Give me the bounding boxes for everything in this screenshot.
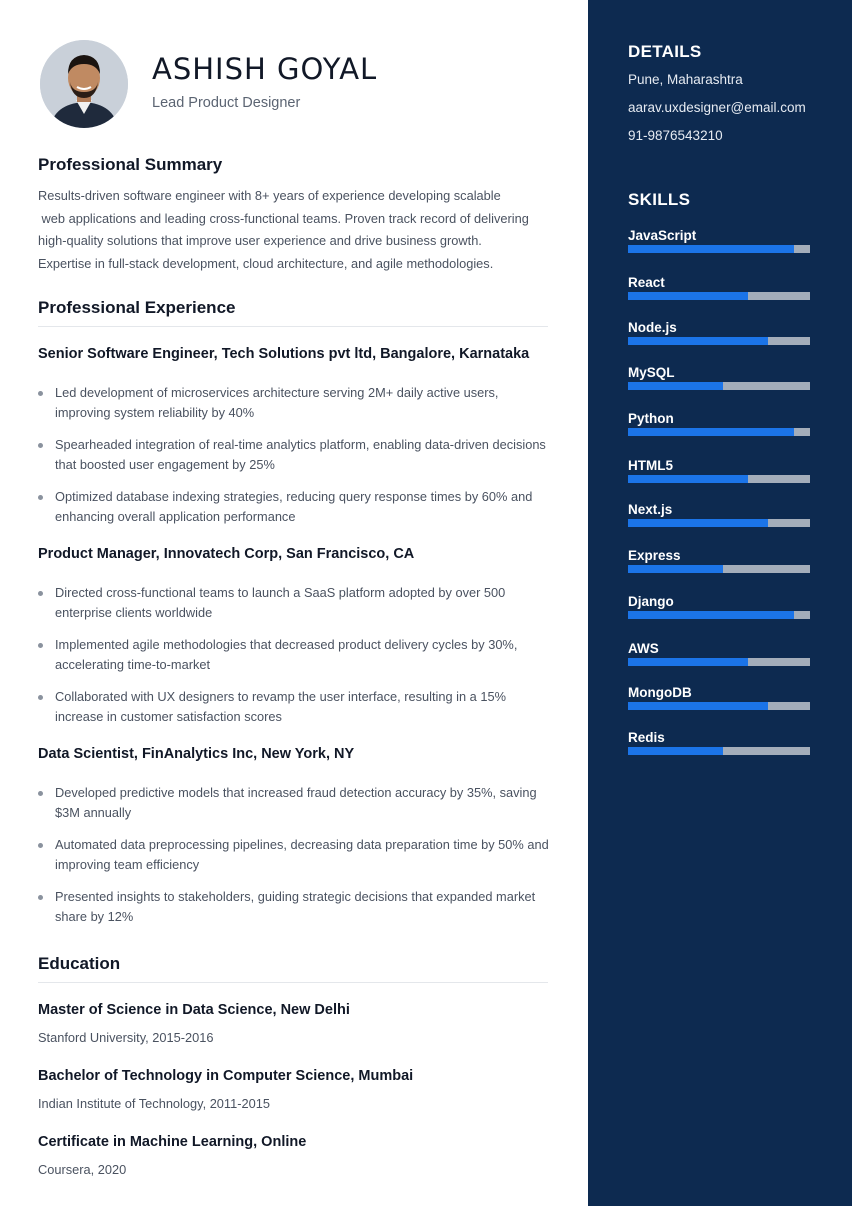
- skill-bar-track: [628, 382, 810, 390]
- skill-bar-track: [628, 702, 810, 710]
- bullet-line: Led development of microservices architecture serving 2M+ daily active users,: [55, 385, 499, 400]
- bullet-line: improving team efficiency: [55, 857, 200, 872]
- skill-bar-fill: [628, 475, 748, 483]
- bullet-line: accelerating time-to-market: [55, 657, 211, 672]
- bullet-dot: [38, 643, 43, 648]
- skill-name: JavaScript: [628, 228, 697, 243]
- section-divider: [38, 982, 548, 983]
- bullet-dot: [38, 443, 43, 448]
- skills-heading: SKILLS: [628, 190, 691, 209]
- skill-name: Python: [628, 411, 674, 426]
- education-degree: Certificate in Machine Learning, Online: [38, 1134, 307, 1150]
- skill-bar-track: [628, 245, 810, 253]
- detail-phone: 91-9876543210: [628, 128, 723, 143]
- bullet-line: enterprise clients worldwide: [55, 605, 213, 620]
- skill-bar-fill: [628, 519, 768, 527]
- skill-bar-track: [628, 292, 810, 300]
- bullet-line: Presented insights to stakeholders, guiding strategic decisions that expanded market: [55, 889, 536, 904]
- skill-bar-track: [628, 337, 810, 345]
- skill-bar-fill: [628, 658, 748, 666]
- skill-bar-track: [628, 519, 810, 527]
- details-heading: DETAILS: [628, 42, 702, 61]
- skill-name: Node.js: [628, 320, 677, 335]
- education-degree: Bachelor of Technology in Computer Science, Mumbai: [38, 1068, 414, 1084]
- candidate-name: ASHISH GOYAL: [152, 52, 378, 86]
- bullet-line: improving system reliability by 40%: [55, 405, 255, 420]
- summary-heading: Professional Summary: [38, 155, 223, 174]
- skill-bar-fill: [628, 382, 723, 390]
- skill-bar-fill: [628, 428, 794, 436]
- bullet-line: increase in customer satisfaction scores: [55, 709, 282, 724]
- bullet-line: enhancing overall application performance: [55, 509, 296, 524]
- experience-heading: Professional Experience: [38, 298, 236, 317]
- detail-email: aarav.uxdesigner@email.com: [628, 100, 806, 115]
- skill-name: HTML5: [628, 458, 673, 473]
- summary-line: Results-driven software engineer with 8+ years of experience developing scalable: [38, 188, 501, 203]
- job-title: Product Manager, Innovatech Corp, San Francisco, CA: [38, 546, 415, 562]
- skill-name: Redis: [628, 730, 665, 745]
- skill-bar-fill: [628, 565, 723, 573]
- skill-name: AWS: [628, 641, 659, 656]
- skill-bar-track: [628, 658, 810, 666]
- bullet-dot: [38, 591, 43, 596]
- skill-bar-fill: [628, 611, 794, 619]
- job-title: Data Scientist, FinAnalytics Inc, New York, NY: [38, 746, 355, 762]
- bullet-line: Optimized database indexing strategies, reducing query response times by 60% and: [55, 489, 533, 504]
- summary-line: high-quality solutions that improve user experience and drive business growth.: [38, 233, 482, 248]
- job-title: Senior Software Engineer, Tech Solutions pvt ltd, Bangalore, Karnataka: [38, 346, 530, 362]
- education-school: Indian Institute of Technology, 2011-2015: [38, 1096, 270, 1111]
- bullet-line: Developed predictive models that increased fraud detection accuracy by 35%, saving: [55, 785, 537, 800]
- skill-name: Express: [628, 548, 681, 563]
- bullet-line: Automated data preprocessing pipelines, decreasing data preparation time by 50% and: [55, 837, 549, 852]
- section-divider: [38, 326, 548, 327]
- bullet-dot: [38, 391, 43, 396]
- education-heading: Education: [38, 954, 121, 973]
- bullet-line: Directed cross-functional teams to launch a SaaS platform adopted by over 500: [55, 585, 506, 600]
- skill-name: Django: [628, 594, 674, 609]
- bullet-line: Implemented agile methodologies that decreased product delivery cycles by 30%,: [55, 637, 518, 652]
- summary-text: [38, 185, 548, 275]
- skill-bar-track: [628, 428, 810, 436]
- skill-bar-fill: [628, 702, 768, 710]
- summary-line: web applications and leading cross-functional teams. Proven track record of delivering: [38, 210, 529, 226]
- bullet-dot: [38, 495, 43, 500]
- bullet-dot: [38, 695, 43, 700]
- education-school: Stanford University, 2015-2016: [38, 1030, 214, 1045]
- bullet-line: Collaborated with UX designers to revamp the user interface, resulting in a 15%: [55, 689, 506, 704]
- detail-location: Pune, Maharashtra: [628, 72, 743, 87]
- bullet-dot: [38, 843, 43, 848]
- skill-bar-fill: [628, 747, 723, 755]
- skill-bar-track: [628, 611, 810, 619]
- bullet-line: that boosted user engagement by 25%: [55, 457, 275, 472]
- skill-name: MongoDB: [628, 685, 692, 700]
- skill-name: Next.js: [628, 502, 673, 517]
- skill-name: React: [628, 275, 665, 290]
- skill-bar-fill: [628, 292, 748, 300]
- skill-bar-fill: [628, 245, 794, 253]
- skill-bar-fill: [628, 337, 768, 345]
- bullet-line: Spearheaded integration of real-time analytics platform, enabling data-driven decisions: [55, 437, 546, 452]
- summary-line: Expertise in full-stack development, cloud architecture, and agile methodologies.: [38, 255, 494, 271]
- profile-photo: [40, 40, 128, 128]
- bullet-dot: [38, 791, 43, 796]
- education-school: Coursera, 2020: [38, 1162, 127, 1177]
- skill-bar-track: [628, 565, 810, 573]
- bullet-line: $3M annually: [55, 805, 132, 820]
- candidate-title: Lead Product Designer: [152, 95, 301, 111]
- skill-bar-track: [628, 747, 810, 755]
- bullet-dot: [38, 895, 43, 900]
- skill-name: MySQL: [628, 365, 675, 380]
- bullet-line: share by 12%: [55, 909, 134, 924]
- education-degree: Master of Science in Data Science, New Delhi: [38, 1002, 350, 1018]
- resume-sidebar: [588, 0, 852, 1206]
- skill-bar-track: [628, 475, 810, 483]
